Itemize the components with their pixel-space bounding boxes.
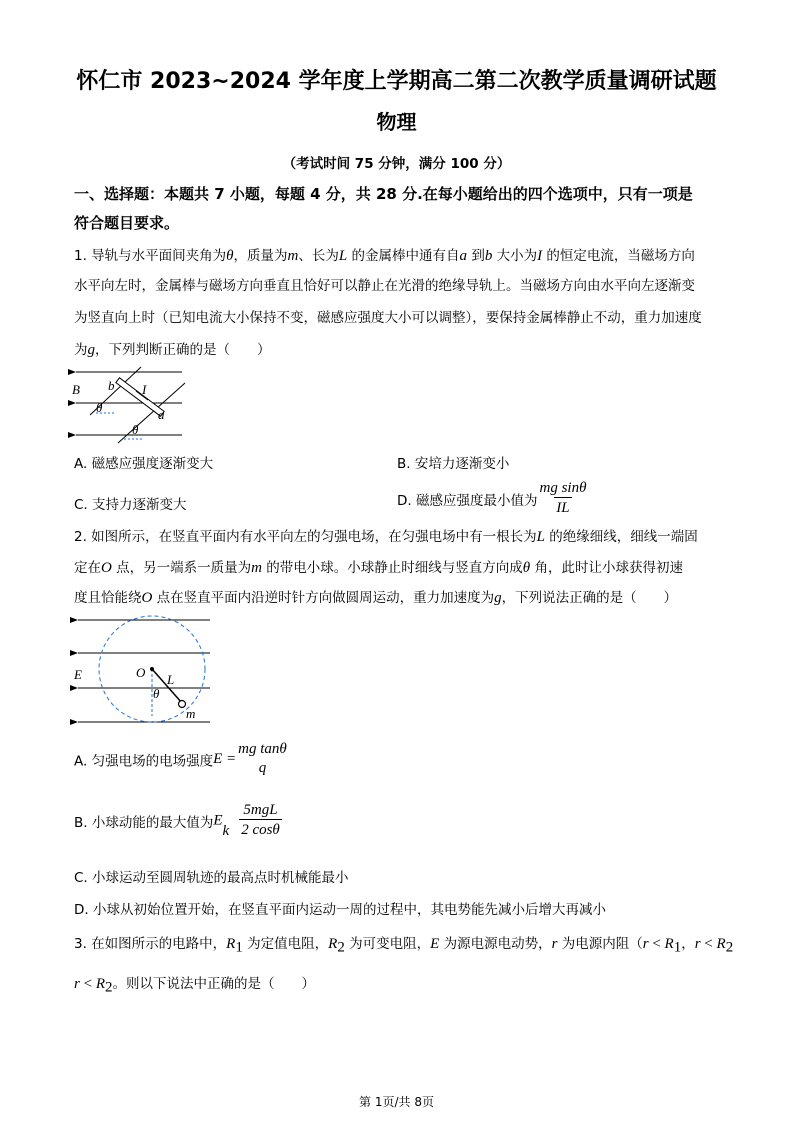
q2-option-a: A. 匀强电场的电场强度E = mg tanθ q xyxy=(74,741,287,776)
q1-rail-diagram xyxy=(68,365,198,445)
q1-option-c: C. 支持力逐渐变大 xyxy=(74,497,187,513)
pivot-point-O xyxy=(150,667,154,671)
q1-option-d: D. 磁感应强度最小值为 $\frac{\text{mg sinθ}}{IL}$ xyxy=(397,480,587,516)
label-E: E xyxy=(74,667,82,682)
q1-option-a: A. 磁感应强度逐渐变大 xyxy=(74,456,214,472)
q2-line2: 定在O 点，另一端系一质量为m 的带电小球。小球静止时细线与竖直方向成θ 角，此时让小球获得初速 xyxy=(74,560,683,576)
q1-line4: 为g，下列判断正确的是（ ） xyxy=(74,342,271,358)
q1-line3: 为竖直向上时（已知电流大小保持不变，磁感应强度大小可以调整），要保持金属棒静止不动，重力加速度 xyxy=(74,310,702,326)
label-B: B xyxy=(72,382,80,397)
q1-option-d-formula: $\frac{\text{mg sinθ}}{IL}$ xyxy=(539,480,587,516)
section-heading-line1: 一、选择题：本题共 7 小题，每题 4 分，共 28 分.在每小题给出的四个选项中，只有一项是 xyxy=(74,185,693,203)
q2-option-b: B. 小球动能的最大值为$E_k$ $\frac{\text{5mgL}}{2 \cos\theta}$ xyxy=(74,802,280,839)
label-theta-1: θ xyxy=(96,400,103,415)
q2-field-diagram xyxy=(68,612,218,730)
label-a: a xyxy=(158,407,165,422)
label-L: L xyxy=(167,672,175,687)
metal-rod xyxy=(116,378,164,416)
q2-option-b-formula: $\frac{\text{5mgL}}{2 \cos\theta}$ xyxy=(241,802,280,838)
label-I: I xyxy=(142,382,147,397)
q2-option-d: D. 小球从初始位置开始，在竖直平面内运动一周的过程中，其电势能先减小后增大再减小 xyxy=(74,902,606,918)
q1-line1: 1. 导轨与水平面间夹角为θ，质量为m、长为L 的金属棒中通有自a 到b 大小为I 的恒定电流，当磁场方向 xyxy=(74,248,695,264)
label-theta: θ xyxy=(153,686,160,701)
q1-option-b: B. 安培力逐渐变小 xyxy=(397,456,510,472)
q3-line1: 3. 在如图所示的电路中，$R_1$ 为定值电阻，$R_2$ 为可变电阻，E 为源电源电动势，r 为电源内阻（$r < R_1$，$r < R_2$ xyxy=(74,936,734,956)
label-b: b xyxy=(108,378,115,393)
label-m: m xyxy=(186,706,196,721)
label-theta-2: θ xyxy=(132,422,139,437)
exam-info: （考试时间 75 分钟，满分 100 分） xyxy=(282,156,511,172)
q3-line2: $r < R_2$。则以下说法中正确的是（ ） xyxy=(74,976,315,996)
q2-option-c: C. 小球运动至圆周轨迹的最高点时机械能最小 xyxy=(74,870,349,886)
section-heading-line2: 符合题目要求。 xyxy=(74,214,180,232)
q2-option-a-formula: mg tanθ q xyxy=(238,741,287,776)
q2-line3: 度且恰能绕O 点在竖直平面内沿逆时针方向做圆周运动，重力加速度为g，下列说法正确的是（ ） xyxy=(74,590,678,606)
q2-line1: 2. 如图所示，在竖直平面内有水平向左的匀强电场，在匀强电场中有一根长为L 的绝缘细线，细线一端固 xyxy=(74,529,698,545)
q1-line2: 水平向左时，金属棒与磁场方向垂直且恰好可以静止在光滑的绝缘导轨上。当磁场方向由水平向左逐渐变 xyxy=(74,278,695,294)
label-O: O xyxy=(136,665,146,680)
charged-ball xyxy=(179,701,186,708)
exam-title: 怀仁市 2023~2024 学年度上学期高二第二次教学质量调研试题 xyxy=(76,69,717,94)
page-footer: 第 1页/共 8页 xyxy=(359,1095,434,1109)
subject-title: 物理 xyxy=(376,110,417,134)
